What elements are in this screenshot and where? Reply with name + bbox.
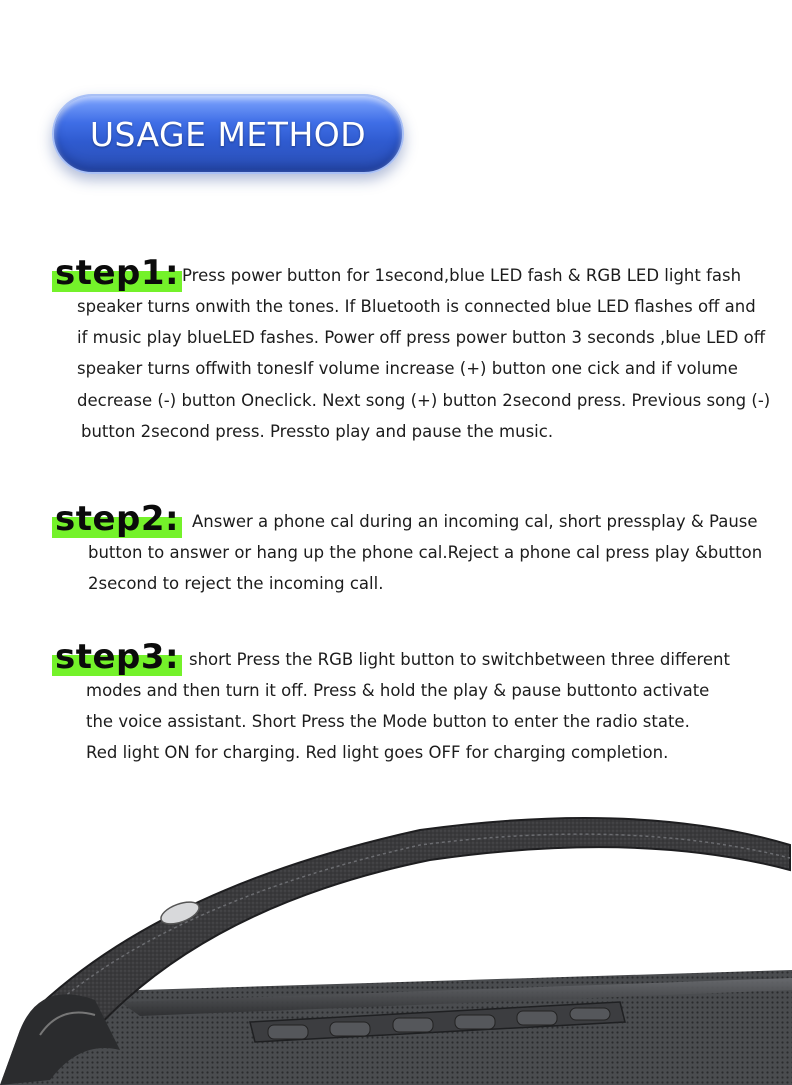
step1-line: decrease (-) button Oneclick. Next song (+) button 2second press. Previous song (-)	[77, 391, 771, 410]
step1-line: if music play blueLED fashes. Power off press power button 3 seconds ,blue LED off	[77, 328, 766, 347]
step1-line: Press power button for 1second,blue LED fash & RGB LED light fash	[182, 266, 742, 285]
usage-method-title: USAGE METHOD	[89, 114, 367, 154]
step2-line: 2second to reject the incoming call.	[88, 574, 384, 593]
step3-label: step3:	[52, 638, 182, 676]
step3-line: the voice assistant. Short Press the Mode button to enter the radio state.	[86, 712, 690, 731]
usage-method-badge	[52, 94, 404, 174]
step3-line: short Press the RGB light button to switchbetween three different	[189, 650, 730, 669]
step1-line: button 2second press. Pressto play and pause the music.	[81, 422, 554, 441]
step3-line: Red light ON for charging. Red light goes OFF for charging completion.	[86, 743, 669, 762]
step1-line: speaker turns offwith tonesIf volume increase (+) button one cick and if volume	[77, 359, 738, 378]
step2-label: step2:	[52, 500, 182, 538]
step2-line: Answer a phone cal during an incoming cal, short pressplay & Pause	[192, 512, 758, 531]
step1-line: speaker turns onwith the tones. If Bluetooth is connected blue LED flashes off and	[77, 297, 756, 316]
step2-line: button to answer or hang up the phone cal.Reject a phone cal press play &button	[88, 543, 763, 562]
step3-line: modes and then turn it off. Press & hold the play & pause buttonto activate	[86, 681, 710, 700]
speaker-illustration-icon	[0, 790, 792, 1085]
step1-label: step1:	[52, 254, 182, 292]
speaker-with-strap-image	[0, 790, 792, 1085]
